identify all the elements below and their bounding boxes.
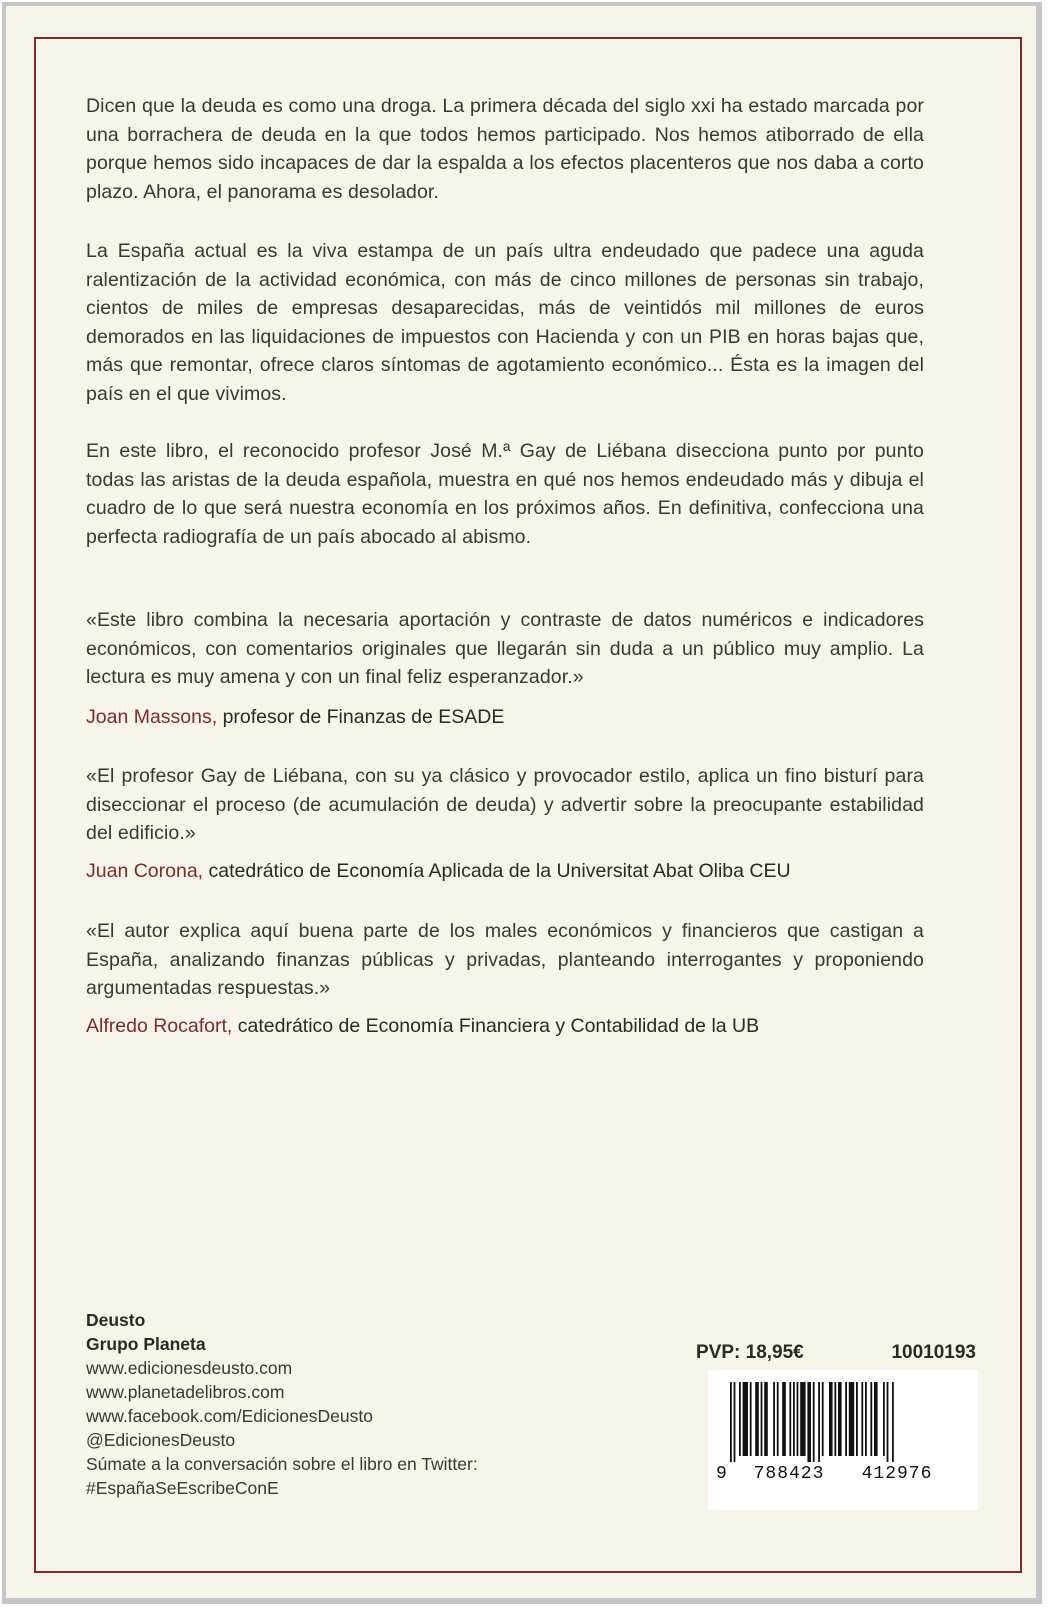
review-quote-1 bbox=[86, 606, 924, 692]
blurb-paragraph-1 bbox=[86, 92, 924, 206]
website-link: www.planetadelibros.com bbox=[86, 1382, 285, 1402]
blurb-paragraph-2 bbox=[86, 237, 924, 409]
barcode-bars-icon bbox=[730, 1382, 960, 1462]
price-row bbox=[696, 1342, 976, 1364]
review-quote-2 bbox=[86, 762, 924, 848]
barcode-group-2: 412976 bbox=[861, 1464, 933, 1484]
blurb-text: La España actual es la viva estampa de un país ultra endeudado que padece una aguda ralentización de la actividad económica, con más de cinco millones de personas sin trabajo, cientos de miles de empresas desaparecidas, más de veintidós mil millones de euros demorados en las liquidaciones de impuestos con Hacienda y con un PIB en horas bajas que, más que remontar, ofrece claros síntomas de agotamiento económico... Ésta es la imagen del país en el que vivimos. bbox=[86, 240, 924, 405]
review-quote-text: «El autor explica aquí buena parte de los males económicos y financieros que castigan a España, analizando finanzas públicas y privadas, planteando interrogantes y proponiendo argumentadas respuestas.» bbox=[86, 920, 924, 1000]
facebook-link: www.facebook.com/EdicionesDeusto bbox=[86, 1406, 373, 1426]
group-name: Grupo Planeta bbox=[86, 1334, 206, 1354]
blurb-paragraph-3 bbox=[86, 437, 924, 551]
publisher-info bbox=[86, 1308, 686, 1500]
review-quote-text: «Este libro combina la necesaria aportación y contraste de datos numéricos e indicadores económicos, con comentarios originales que llegarán sin duda a un público muy amplio. La lectura es muy amena y con un final feliz esperanzador.» bbox=[86, 609, 924, 689]
blurb-text: Dicen que la deuda es como una droga. La primera década del siglo xxi ha estado marcada por una borrachera de deuda en la que todos hemos participado. Nos hemos atiborrado de ella porque hemos sido incapaces de dar la espalda a los efectos placenteros que nos daba a corto plazo. Ahora, el panorama es desolador. bbox=[86, 95, 924, 203]
twitter-cta: Súmate a la conversación sobre el libro en Twitter: bbox=[86, 1454, 478, 1474]
review-credit-3 bbox=[86, 1013, 956, 1039]
barcode bbox=[708, 1370, 978, 1510]
price-label: PVP: 18,95€ bbox=[696, 1342, 804, 1363]
website-link: www.edicionesdeusto.com bbox=[86, 1358, 293, 1378]
review-credit-2 bbox=[86, 858, 956, 884]
reviewer-role: profesor de Finanzas de ESADE bbox=[222, 706, 505, 728]
reviewer-name: Juan Corona, bbox=[86, 860, 204, 882]
imprint-name: Deusto bbox=[86, 1310, 146, 1330]
hashtag: #EspañaSeEscribeConE bbox=[86, 1478, 279, 1498]
twitter-handle: @EdicionesDeusto bbox=[86, 1430, 236, 1450]
reviewer-role: catedrático de Economía Aplicada de la Universitat Abat Oliba CEU bbox=[208, 860, 791, 882]
reviewer-name: Alfredo Rocafort, bbox=[86, 1015, 233, 1037]
reviewer-name: Joan Massons, bbox=[86, 706, 218, 728]
barcode-lead-digit: 9 bbox=[716, 1464, 727, 1484]
barcode-digits bbox=[716, 1464, 966, 1484]
book-back-cover bbox=[2, 2, 1042, 1604]
reviewer-role: catedrático de Economía Financiera y Contabilidad de la UB bbox=[237, 1015, 760, 1037]
review-quote-text: «El profesor Gay de Liébana, con su ya clásico y provocador estilo, aplica un fino bisturí para diseccionar el proceso (de acumulación de deuda) y advertir sobre la preocupante estabilidad del edificio.» bbox=[86, 765, 924, 845]
blurb-text: En este libro, el reconocido profesor José M.ª Gay de Liébana disecciona punto por punto todas las aristas de la deuda española, muestra en qué nos hemos endeudado más y dibuja el cuadro de lo que será nuestra economía en los próximos años. En definitiva, confecciona una perfecta radiografía de un país abocado al abismo. bbox=[86, 440, 924, 548]
product-code: 10010193 bbox=[891, 1342, 976, 1363]
review-credit-1 bbox=[86, 704, 956, 730]
review-quote-3 bbox=[86, 917, 924, 1003]
barcode-group-1: 788423 bbox=[753, 1464, 825, 1484]
